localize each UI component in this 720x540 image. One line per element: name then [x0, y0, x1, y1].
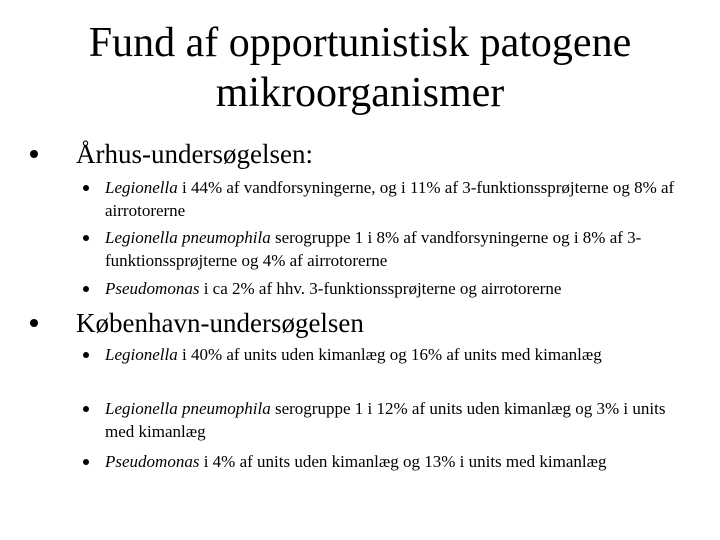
finding-text: i ca 2% af hhv. 3-funktionssprøjterne og airrotorerne	[199, 279, 562, 298]
finding-text: i 44% af vandforsyningerne, og i 11% af 3-funktionssprøjterne og 8% af airrotorerne	[105, 178, 675, 220]
organism-name: Pseudomonas	[105, 452, 200, 471]
section-heading: Århus-undersøgelsen:	[76, 139, 313, 169]
bullet-icon	[30, 319, 38, 327]
bullet-icon	[83, 235, 89, 241]
list-item-text	[105, 450, 685, 473]
slide-title-line-1: Fund af opportunistisk patogene	[88, 20, 632, 66]
slide-title	[0, 18, 720, 118]
finding-text: i 40% af units uden kimanlæg og 16% af units med kimanlæg	[177, 345, 602, 364]
list-item-text	[105, 397, 685, 443]
organism-name: Legionella pneumophila	[105, 399, 271, 418]
finding-text: i 4% af units uden kimanlæg og 13% i units med kimanlæg	[199, 452, 607, 471]
list-item-text	[105, 343, 685, 366]
organism-name: Pseudomonas	[105, 279, 200, 298]
organism-name: Legionella	[105, 178, 178, 197]
section-heading: København-undersøgelsen	[76, 308, 364, 338]
list-item-text	[105, 277, 685, 300]
bullet-icon	[83, 286, 89, 292]
finding-text: serogruppe 1 i 12% af units uden kimanlæg og 3% i units med kimanlæg	[105, 399, 666, 441]
list-item-text	[105, 176, 685, 222]
slide-title-line-2: mikroorganismer	[215, 70, 505, 116]
finding-text: serogruppe 1 i 8% af vandforsyningerne og i 8% af 3-funktionssprøjterne og 4% af airrotorerne	[105, 228, 642, 270]
list-item-text	[105, 226, 685, 272]
bullet-icon	[83, 352, 89, 358]
bullet-icon	[83, 459, 89, 465]
bullet-icon	[83, 406, 89, 412]
bullet-icon	[83, 185, 89, 191]
organism-name: Legionella	[105, 345, 178, 364]
bullet-icon	[30, 150, 38, 158]
organism-name: Legionella pneumophila	[105, 228, 271, 247]
